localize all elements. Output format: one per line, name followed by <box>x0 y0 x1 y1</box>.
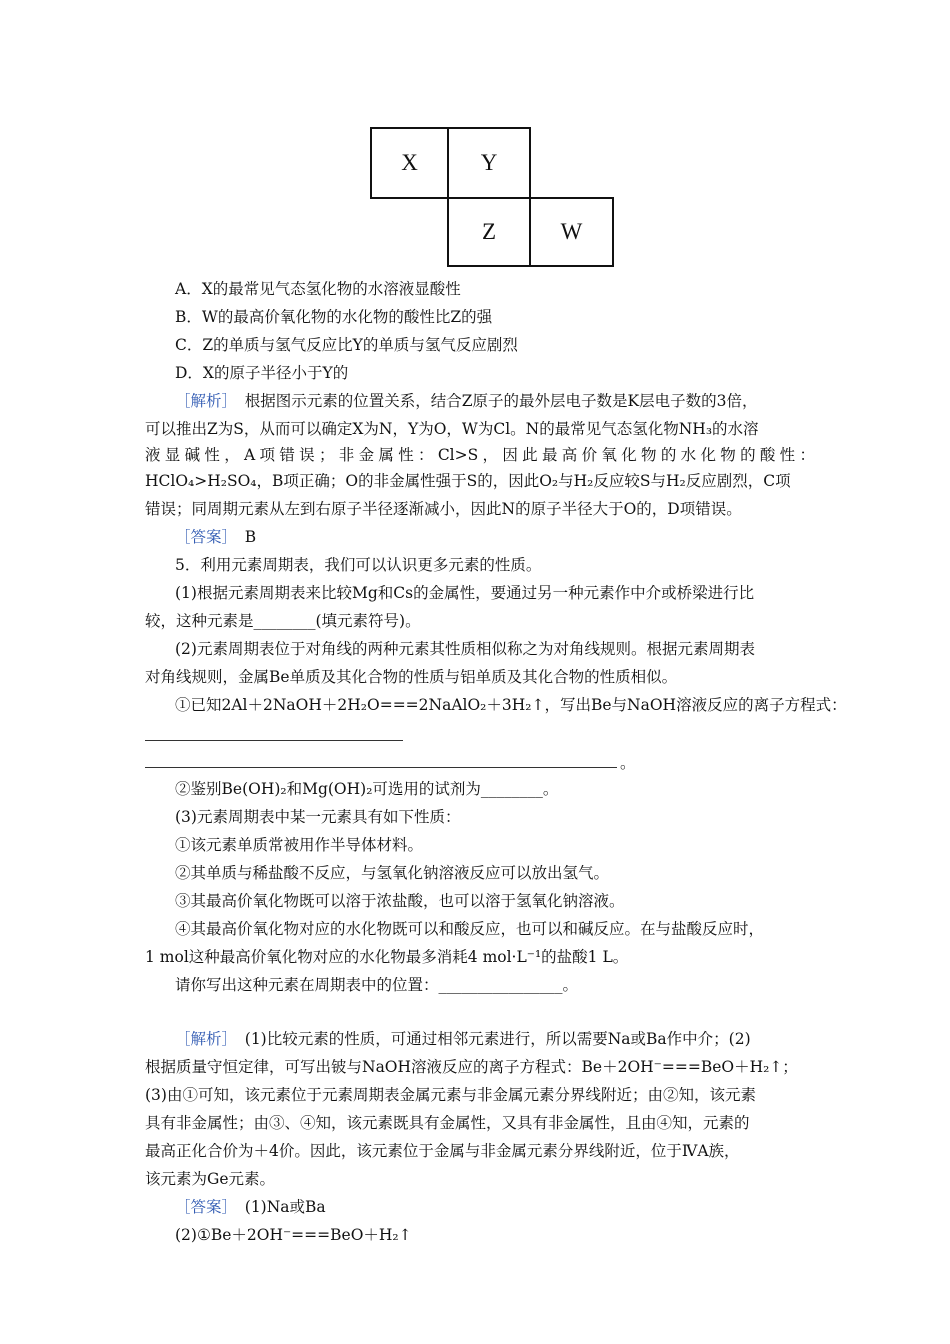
grid-cell-y: Y <box>447 127 531 199</box>
q5-part3-item-3: ③其最高价氧化物既可以溶于浓盐酸，也可以溶于氢氧化钠溶液。 <box>175 892 625 910</box>
q5-answer-line-1 <box>175 1197 815 1217</box>
q5-part3-head: (3)元素周期表中某一元素具有如下性质： <box>175 808 461 826</box>
q4-analysis-line-2: 可以推出Z为S，从而可以确定X为N，Y为O，W为Cl。N的最常见气态氢化物NH₃的水溶 <box>145 420 759 438</box>
answer-text: (1)Na或Ba <box>229 1198 326 1216</box>
answer-blank-line-1 <box>145 740 403 741</box>
q5-part2-line-1: (2)元素周期表位于对角线的两种元素其性质相似称之为对角线规则。根据元素周期表 <box>175 640 755 658</box>
grid-cell-z: Z <box>447 197 531 267</box>
answer-tag: ［答案］ <box>175 528 230 546</box>
q4-analysis-line-3: 液显碱性，A项错误；非金属性：Cl>S，因此最高价氧化物的水化物的酸性： <box>145 446 815 464</box>
q5-analysis-line-3: (3)由①可知，该元素位于元素周期表金属元素与非金属元素分界线附近；由②知，该元素 <box>145 1086 756 1104</box>
q5-part3-item-4-line-2: 1 mol这种最高价氧化物对应的水化物最多消耗4 mol·L⁻¹的盐酸1 L。 <box>145 948 629 966</box>
q4-analysis-line-4: HClO₄>H₂SO₄，B项正确；O的非金属性强于S的，因此O₂与H₂反应较S与H₂反应剧烈，C项 <box>145 472 791 490</box>
q5-analysis-line-2: 根据质量守恒定律，可写出铍与NaOH溶液反应的离子方程式：Be＋2OH⁻===BeO＋H₂↑； <box>145 1058 798 1076</box>
analysis-text: 根据图示元素的位置关系，结合Z原子的最外层电子数是K层电子数的3倍， <box>229 392 758 410</box>
answer-text: B <box>229 528 257 546</box>
q5-part2-question-2: ②鉴别Be(OH)₂和Mg(OH)₂可选用的试剂为________。 <box>175 780 559 798</box>
grid-cell-w: W <box>529 197 614 267</box>
q5-part3-item-4-line-1: ④其最高价氧化物对应的水化物既可以和酸反应，也可以和碱反应。在与盐酸反应时， <box>175 920 765 938</box>
q5-part2-line-2: 对角线规则，金属Be单质及其化合物的性质与铝单质及其化合物的性质相似。 <box>145 668 678 686</box>
q5-part3-item-1: ①该元素单质常被用作半导体材料。 <box>175 836 424 854</box>
option-b: B．W的最高价氧化物的水化物的酸性比Z的强 <box>175 308 493 326</box>
analysis-tag: ［解析］ <box>175 392 230 410</box>
answer-tag: ［答案］ <box>175 1198 230 1216</box>
q5-analysis-line-5: 最高正化合价为＋4价。因此，该元素位于金属与非金属元素分界线附近，位于ⅣA族， <box>145 1142 740 1160</box>
q5-part3-ask: 请你写出这种元素在周期表中的位置：________________。 <box>175 976 579 994</box>
q5-part3-item-2: ②其单质与稀盐酸不反应，与氢氧化钠溶液反应可以放出氢气。 <box>175 864 610 882</box>
q5-answer-line-2: (2)①Be＋2OH⁻===BeO＋H₂↑ <box>175 1226 412 1244</box>
q4-answer-line <box>175 527 815 547</box>
q5-analysis-line-1 <box>175 1029 815 1049</box>
q5-part1-line-2: 较，这种元素是________(填元素符号)。 <box>145 612 421 630</box>
option-c: C．Z的单质与氢气反应比Y的单质与氢气反应剧烈 <box>175 336 518 354</box>
q5-analysis-line-4: 具有非金属性；由③、④知，该元素既具有金属性，又具有非金属性，且由④知，元素的 <box>145 1114 750 1132</box>
element-position-grid <box>370 127 614 267</box>
grid-cell-x: X <box>370 127 449 199</box>
analysis-tag: ［解析］ <box>175 1030 230 1048</box>
option-d: D．X的原子半径小于Y的 <box>175 364 349 382</box>
q4-analysis-line-5: 错误；同周期元素从左到右原子半径逐渐减小，因此N的原子半径大于O的，D项错误。 <box>145 500 742 518</box>
q5-analysis-line-6: 该元素为Ge元素。 <box>145 1170 276 1188</box>
q4-analysis-line-1 <box>175 391 815 411</box>
q5-stem: 5．利用元素周期表，我们可以认识更多元素的性质。 <box>175 556 542 574</box>
blank-end-mark: 。 <box>620 754 636 772</box>
answer-blank-line-2 <box>145 767 617 768</box>
analysis-text: (1)比较元素的性质，可通过相邻元素进行，所以需要Na或Ba作中介；(2) <box>229 1030 751 1048</box>
q5-part2-question-1: ①已知2Al＋2NaOH＋2H₂O===2NaAlO₂＋3H₂↑，写出Be与NaOH溶液反应的离子方程式： <box>175 696 847 714</box>
option-a: A．X的最常见气态氢化物的水溶液显酸性 <box>175 280 461 298</box>
q5-part1-line-1: (1)根据元素周期表来比较Mg和Cs的金属性，要通过另一种元素作中介或桥梁进行比 <box>175 584 755 602</box>
